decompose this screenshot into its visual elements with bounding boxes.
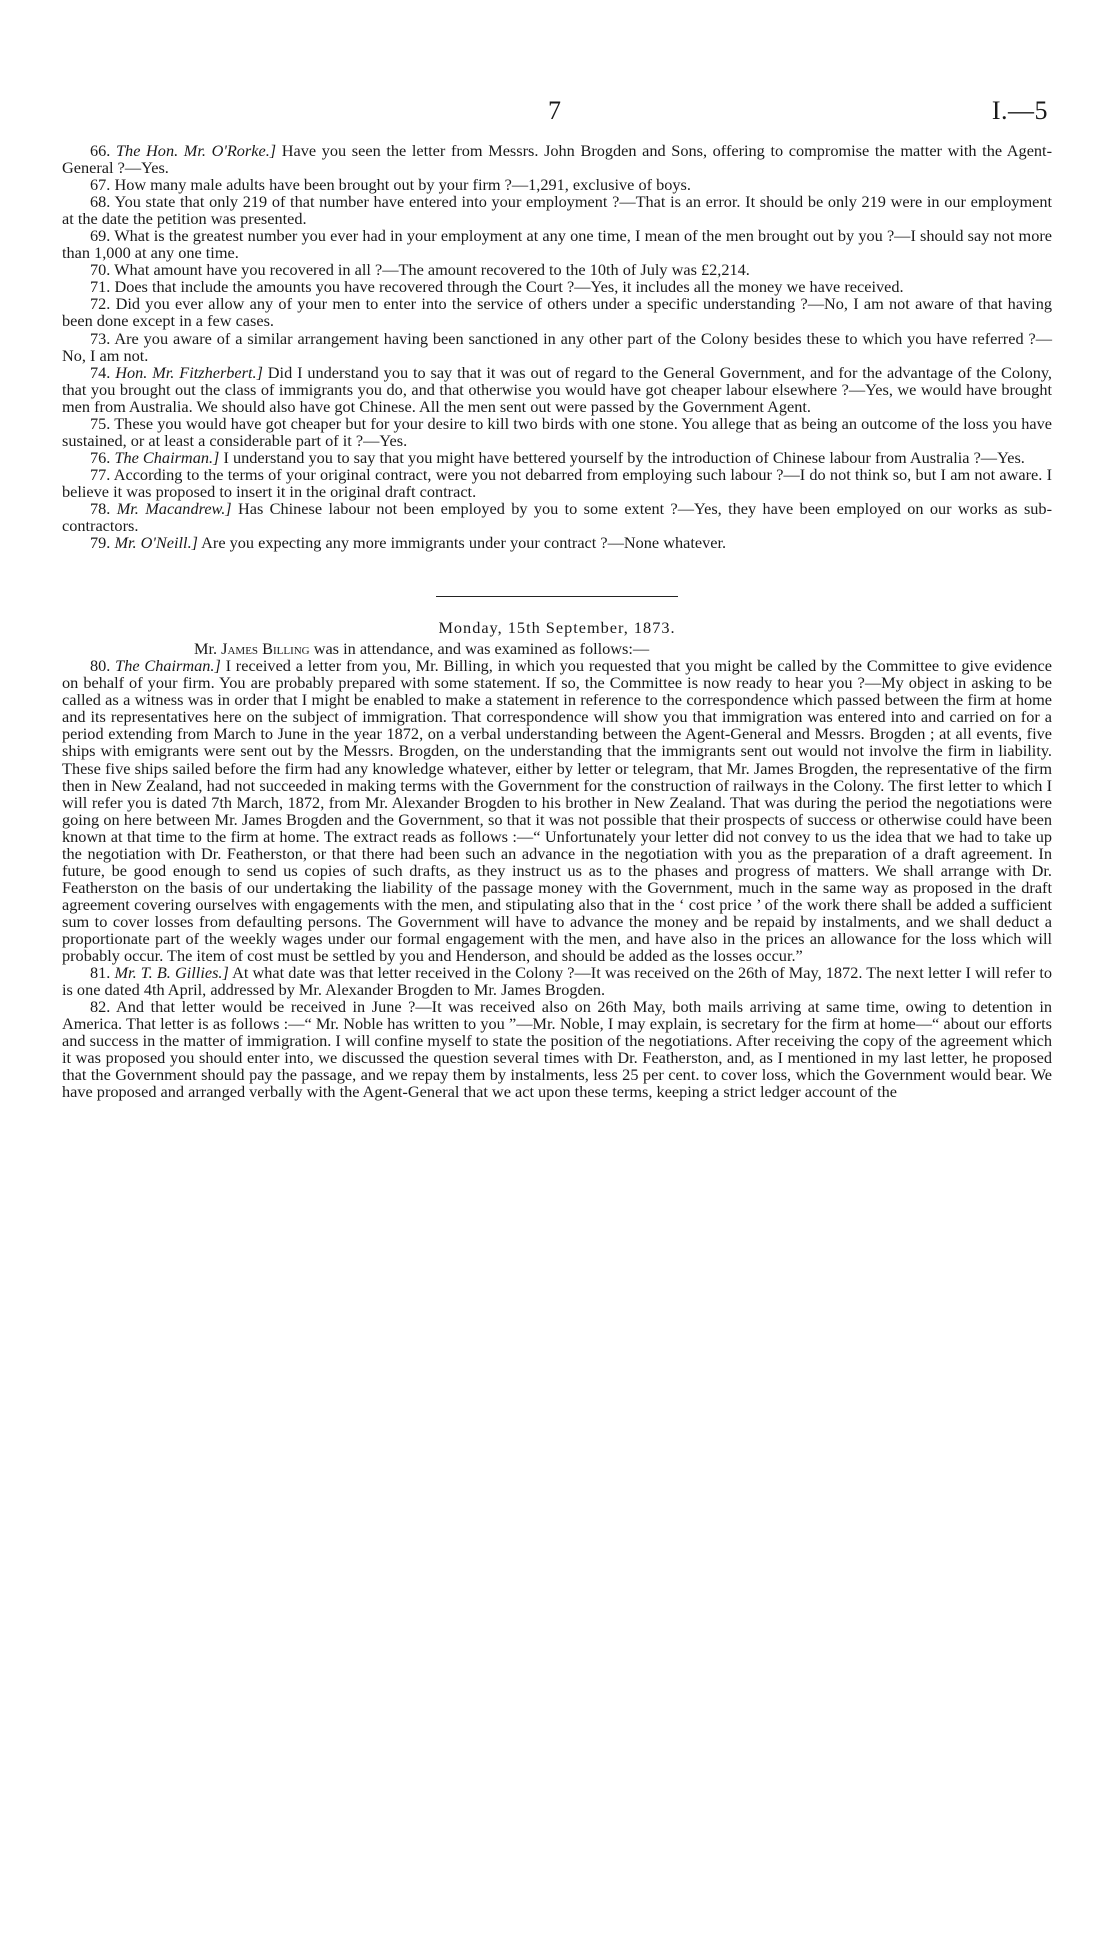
question-75 [62, 415, 1052, 449]
page-number: 7 [548, 96, 561, 125]
question-72 [62, 295, 1052, 329]
question-text: What amount have you recovered in all ?—The amount recovered to the 10th of July was £2,214. [114, 260, 750, 280]
question-number: 76. [90, 447, 111, 467]
question-74 [62, 364, 1052, 415]
question-76 [62, 449, 1052, 466]
question-number: 78. [90, 498, 111, 518]
question-text: What is the greatest number you ever had in your employment at any one time, I mean of the men brought out by you ?—I should say not more than 1,000 at any one time. [62, 226, 1052, 263]
question-text: According to the terms of your original contract, were you not debarred from employing such labour ?—I do not think so, but I am not aware. I believe it was proposed to insert it in the original draft contract. [62, 464, 1053, 501]
question-number: 74. [90, 362, 111, 382]
question-number: 66. [90, 141, 111, 160]
question-text: How many male adults have been brought out by your firm ?—1,291, exclusive of boys. [114, 175, 691, 195]
speaker-name: Hon. Mr. Fitzherbert.] [115, 362, 263, 382]
document-reference: I.—5 [991, 96, 1048, 125]
question-number: 80. [90, 656, 111, 676]
speaker-name: The Hon. Mr. O'Rorke.] [116, 141, 277, 160]
evidence-section-2 [62, 657, 1052, 1100]
question-number: 82. [90, 997, 111, 1017]
question-73 [62, 330, 1052, 364]
section-divider [436, 596, 678, 597]
speaker-name: Mr. Macandrew.] [116, 498, 232, 518]
question-66 [62, 142, 1052, 176]
question-67 [62, 176, 1052, 193]
question-70 [62, 261, 1052, 278]
question-number: 77. [90, 464, 111, 484]
question-82 [62, 998, 1052, 1100]
question-number: 73. [90, 328, 111, 348]
speaker-name: Mr. O'Neill.] [114, 533, 198, 553]
session-date: Monday, 15th September, 1873. [438, 618, 676, 638]
question-79 [62, 534, 1052, 551]
question-text: I understand you to say that you might have bettered yourself by the introduction of Chinese labour from Australia ?—Yes. [219, 447, 1025, 467]
question-81 [62, 964, 1052, 998]
question-text: You state that only 219 of that number have entered into your employment ?—That is an error. It should be only 219 were in our employment at the date the petition was presented. [62, 192, 1053, 229]
question-text: I received a letter from you, Mr. Billing, in which you requested that you might be called by the Committee to give evidence on behalf of your firm. You are probably prepared with some statement. If so, the Committee is now ready to hear you ?—My object in asking to be called as a witness was in order that I might be enabled to make a statement in reference to the correspondence which passed between the firm at home and its representatives here on the subject of immigration. That correspondence will show you that immigration was entered into and carried on for a period extending from March to June in the year 1872, on a verbal understanding between the Agent-General and Messrs. Brogden ; at all events, five ships with emigrants were sent out by the Messrs. Brogden, on the understanding that the immigrants sent out would not involve the firm in liability. These five ships sailed before the firm had any knowledge whatever, either by letter or telegram, that Mr. James Brogden, the representative of the firm then in New Zealand, had not succeeded in making terms with the Government for the construction of railways in the Colony. The first letter to which I will refer you is dated 7th March, 1872, from Mr. Alexander Brogden to his brother in New Zealand. That was during the period the negotiations were going on here between Mr. James Brogden and the Government, so that it was not possible that their prospects of success or otherwise could have been known at that time to the firm at home. The extract reads as follows :—“ Unfortunately your letter did not convey to us the idea that we had to take up the negotiation with Dr. Featherston, or that there had been such an advance in the negotiation with you as the preparation of a draft agreement. In future, be good enough to send us copies of such drafts, as they instruct us as to the phases and progress of matters. We shall arrange with Dr. Featherston on the basis of our undertaking the liability of the passage money with the Government, much in the same way as proposed in the draft agreement covering ourselves with engagements with the men, and stipulating also that in the ‘ cost price ’ of the work there shall be added a sufficient sum to cover losses from defaulting persons. The Government will have to advance the money and be repaid by instalments, and we shall deduct a proportionate part of the weekly wages under our formal engagement with the men, and have also in the prices an allowance for the loss which will probably occur. The item of cost must be settled by you and Henderson, and should be added as the losses occur.” [62, 656, 1052, 966]
speaker-name: The Chairman.] [115, 656, 221, 676]
question-text: Did you ever allow any of your men to enter into the service of others under a specific understanding ?—No, I am not aware of that having been done except in a few cases. [62, 294, 1052, 331]
question-number: 67. [90, 175, 111, 195]
question-text: Are you expecting any more immigrants under your contract ?—None whatever. [197, 533, 727, 553]
question-number: 75. [90, 413, 111, 433]
speaker-name: Mr. T. B. Gillies.] [114, 963, 229, 983]
question-77 [62, 466, 1052, 500]
question-text: Did I understand you to say that it was out of regard to the General Government, and for the advantage of the Colony, that you brought out the class of immigrants you do, and that otherwise you would have got cheaper labour elsewhere ?—Yes, we would have brought men from Australia. We should also have got Chinese. All the men sent out were passed by the Government Agent. [62, 362, 1053, 416]
question-text: At what date was that letter received in the Colony ?—It was received on the 26th of May, 1872. The next letter I will refer to is one dated 4th April, addressed by Mr. Alexander Brogden to Mr. James Brogden. [62, 963, 1052, 1000]
question-80 [62, 657, 1052, 964]
question-number: 68. [90, 192, 111, 212]
question-number: 69. [90, 226, 111, 246]
question-69 [62, 227, 1052, 261]
question-78 [62, 500, 1052, 534]
attendance-line: Mr. James Billing was in attendance, and was examined as follows:— [194, 639, 650, 659]
question-71 [62, 278, 1052, 295]
witness-name: James Billing [221, 639, 310, 659]
question-text: Does that include the amounts you have recovered through the Court ?—Yes, it includes all the money we have received. [114, 277, 904, 297]
question-68 [62, 193, 1052, 227]
speaker-name: The Chairman.] [114, 447, 220, 467]
page-header [0, 96, 1114, 126]
question-number: 72. [90, 294, 111, 314]
body-text [62, 142, 1052, 1100]
question-number: 70. [90, 260, 111, 280]
question-number: 79. [90, 533, 111, 553]
question-number: 81. [90, 963, 111, 983]
question-text: And that letter would be received in June ?—It was received also on 26th May, both mails arriving at same time, owing to detention in America. That letter is as follows :—“ Mr. Noble has written to you ”—Mr. Noble, I may explain, is secretary for the firm at home—“ about our efforts and success in the matter of immigration. I will confine myself to state the position of the negotiations. After receiving the copy of the agreement which it was proposed you should enter into, we discussed the question several times with Dr. Featherston, and, as I mentioned in my last letter, he proposed that the Government should pay the passage, and we repay them by instalments, less 25 per cent. to cover loss, which the Government would bear. We have proposed and arranged verbally with the Agent-General that we act upon these terms, keeping a strict ledger account of the [62, 997, 1052, 1102]
question-text: Are you aware of a similar arrangement having been sanctioned in any other part of the Colony besides these to which you have referred ?—No, I am not. [62, 328, 1052, 365]
question-text: These you would have got cheaper but for your desire to kill two birds with one stone. You allege that as being an outcome of the loss you have sustained, or at least a considerable part of it ?—Yes. [62, 413, 1052, 450]
question-text: Have you seen the letter from Messrs. John Brogden and Sons, offering to compromise the matter with the Agent-General ?—Yes. [62, 141, 1053, 178]
question-number: 71. [90, 277, 111, 297]
question-text: Has Chinese labour not been employed by you to some extent ?—Yes, they have been employed on our works as sub-contractors. [62, 498, 1052, 536]
evidence-section-1 [62, 142, 1052, 551]
